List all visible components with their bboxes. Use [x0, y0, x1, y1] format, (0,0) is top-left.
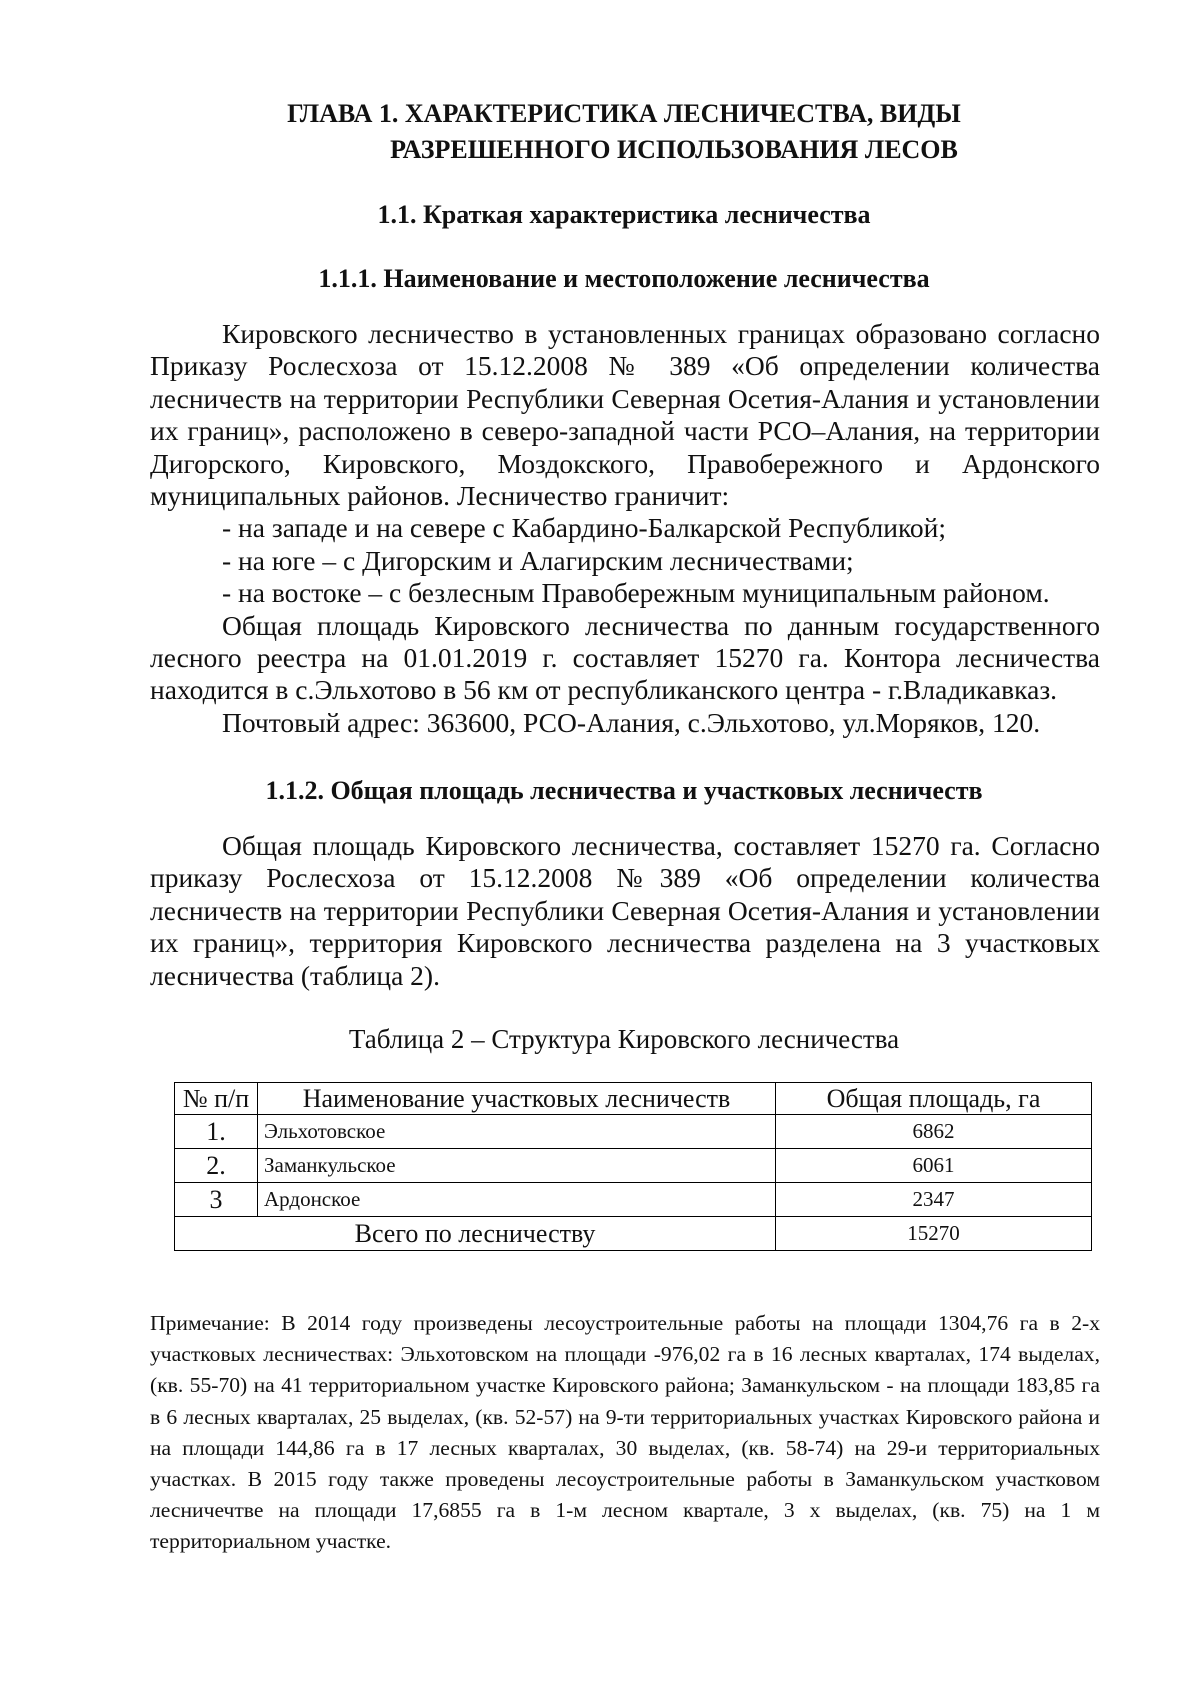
- header-name: Наименование участковых лесничеств: [258, 1083, 776, 1115]
- row-name: Заманкульское: [258, 1149, 776, 1183]
- total-area: 15270: [776, 1217, 1092, 1251]
- location-paragraph: Кировского лесничество в установленных границах образовано согласно Приказу Рослесхоза от 15.12.2008 № 389 «Об определении количества лесничеств на территории Республики Северная Осетия-Алания и установлении их границ», расположено в северо-западной части РСО–Алания, на территории Дигорского, Кировского, Моздокского, Правобережного и Ардонского муниципальных районов. Лесничество граничит:: [150, 318, 1100, 512]
- row-area: 6862: [776, 1115, 1092, 1149]
- table-header-row: [175, 1083, 1092, 1115]
- section-1-1-1-heading: 1.1.1. Наименование и местоположение лесничества: [318, 264, 930, 293]
- area-paragraph: Общая площадь Кировского лесничества по данным государственного лесного реестра на 01.01.2019 г. составляет 15270 га. Контора лесничества находится в с.Эльхотово в 56 км от республиканского центра - г.Владикавказ.: [150, 609, 1100, 706]
- border-item-west: - на западе и на севере с Кабардино-Балкарской Республикой;: [222, 512, 947, 544]
- postal-address: Почтовый адрес: 363600, РСО-Алания, с.Эльхотово, ул.Моряков, 120.: [222, 706, 1041, 738]
- section-1-1-1-body: [150, 318, 1100, 739]
- border-item-south: - на юге – с Дигорским и Алагирским лесничествами;: [222, 544, 854, 576]
- table-row: [175, 1183, 1092, 1217]
- forestry-structure-table: [174, 1082, 1092, 1251]
- table-row: [175, 1115, 1092, 1149]
- table-total-row: [175, 1217, 1092, 1251]
- chapter-title-line-2: РАЗРЕШЕННОГО ИСПОЛЬЗОВАНИЯ ЛЕСОВ: [390, 135, 958, 164]
- table-row: [175, 1149, 1092, 1183]
- row-name: Эльхотовское: [258, 1115, 776, 1149]
- section-1-1-2-body: [150, 830, 1100, 992]
- chapter-title-line-1: ГЛАВА 1. ХАРАКТЕРИСТИКА ЛЕСНИЧЕСТВА, ВИДЫ: [287, 99, 961, 128]
- row-num: 2.: [175, 1149, 258, 1183]
- border-item-east: - на востоке – с безлесным Правобережным муниципальным районом.: [222, 577, 1050, 609]
- header-area: Общая площадь, га: [776, 1083, 1092, 1115]
- total-label: Всего по лесничеству: [175, 1217, 776, 1251]
- row-name: Ардонское: [258, 1183, 776, 1217]
- row-num: 3: [175, 1183, 258, 1217]
- section-1-1-heading: 1.1. Краткая характеристика лесничества: [377, 200, 871, 229]
- chapter-title: [150, 96, 1098, 168]
- row-area: 6061: [776, 1149, 1092, 1183]
- table-note: Примечание: В 2014 году произведены лесоустроительные работы на площади 1304,76 га в 2-х участковых лесничествах: Эльхотовском на площади -976,02 га в 16 лесных кварталах, 174 выделах, (кв. 55-70) на 41 территориальном участке Кировского района; Заманкульском - на площади 183,85 га в 6 лесных кварталах, 25 выделах, (кв. 52-57) на 9-ти территориальных участках Кировского района и на площади 144,86 га в 17 лесных кварталах, 30 выделах, (кв. 58-74) на 29-и территориальных участках. В 2015 году также проведены лесоустроительные работы в Заманкульском участковом лесничечтве на площади 17,6855 га в 1-м лесном квартале, 3 х выделах, (кв. 75) на 1 м территориальном участке.: [150, 1311, 1100, 1554]
- header-num: № п/п: [175, 1083, 258, 1115]
- table-caption: Таблица 2 – Структура Кировского лесничества: [348, 1024, 900, 1054]
- row-num: 1.: [175, 1115, 258, 1149]
- row-area: 2347: [776, 1183, 1092, 1217]
- section-1-1-2-heading: 1.1.2. Общая площадь лесничества и участковых лесничеств: [265, 776, 983, 805]
- structure-paragraph: Общая площадь Кировского лесничества, составляет 15270 га. Согласно приказу Рослесхоза от 15.12.2008 №389 «Об определении количества лесничеств на территории Республики Северная Осетия-Алания и установлении их границ», территория Кировского лесничества разделена на 3 участковых лесничества (таблица 2).: [150, 830, 1100, 991]
